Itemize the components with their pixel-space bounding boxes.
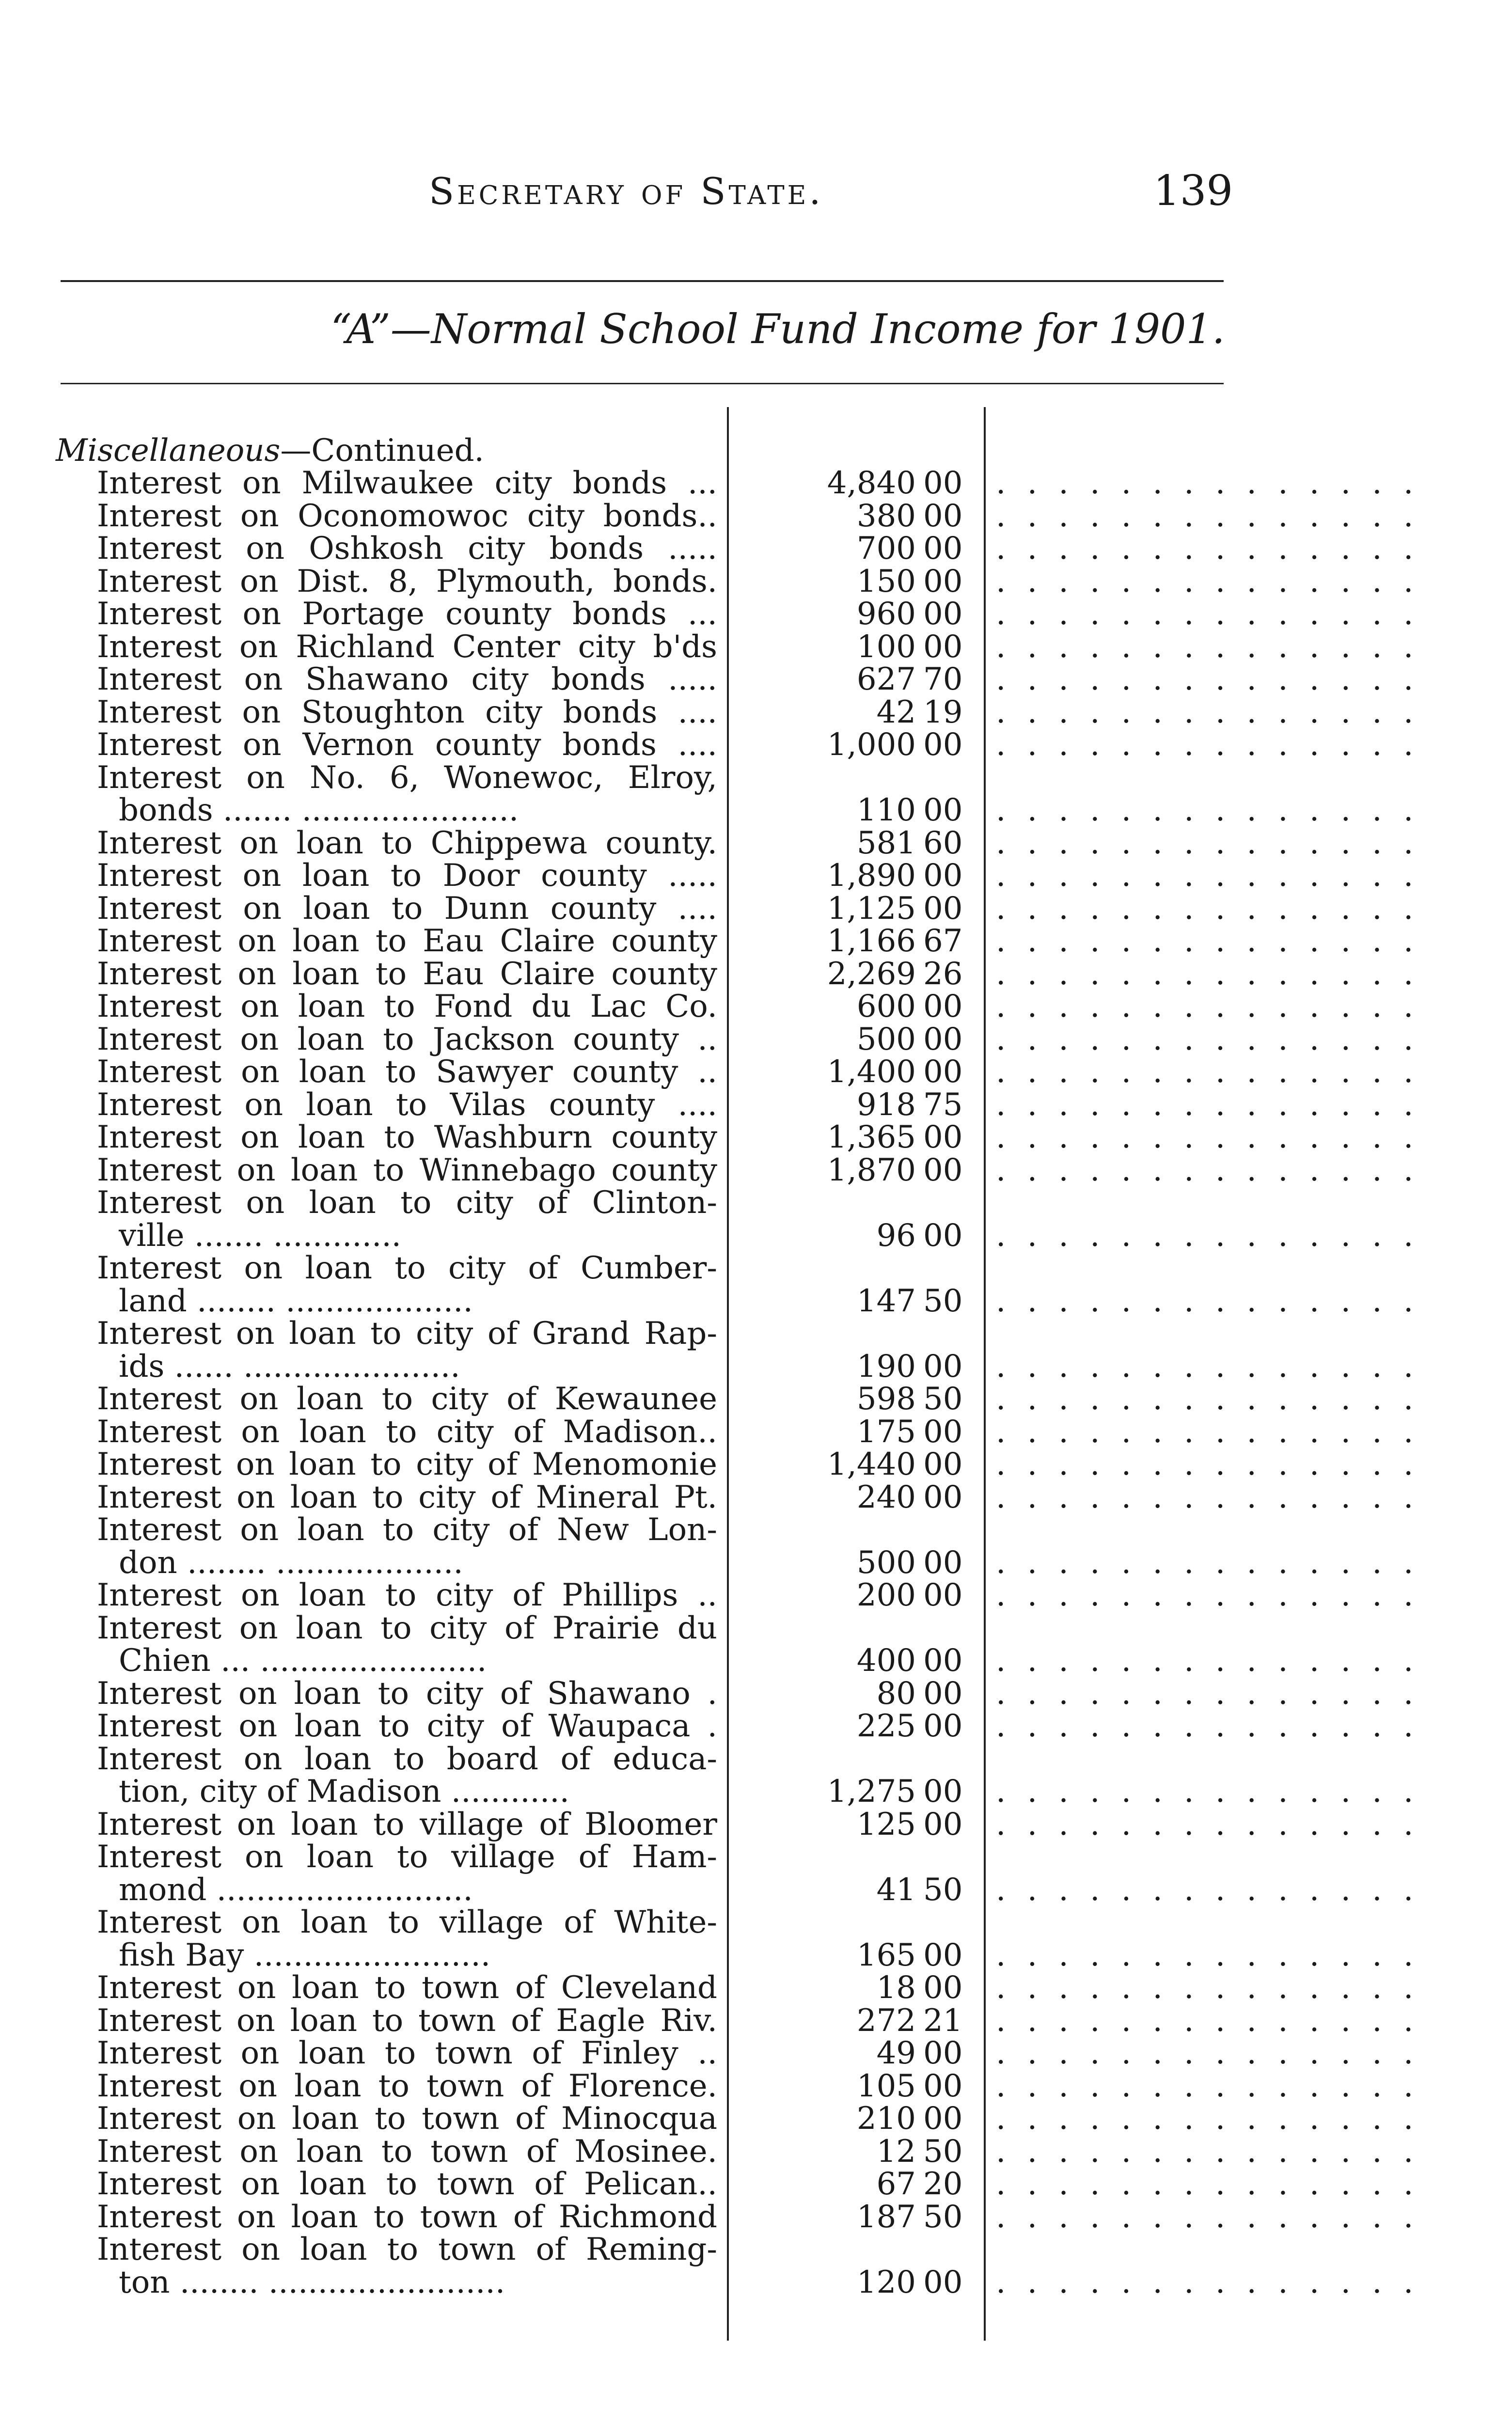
table-row	[0, 890, 1512, 927]
section-label: Miscellaneous	[56, 433, 281, 469]
table-row	[0, 1610, 1512, 1679]
table-row	[0, 1054, 1512, 1090]
amount-dollars: 225	[856, 1708, 916, 1744]
amount-cents: 21	[923, 2002, 963, 2039]
entry-description: Interest on Shawano city bonds .....	[97, 661, 717, 697]
leader-dots: . . . . . . . . . . . . . .	[996, 1544, 1419, 1581]
page-number: 139	[1153, 167, 1233, 215]
amount-dollars: 100	[856, 629, 916, 665]
amount-cents: 00	[923, 2101, 963, 2137]
entry-description-continued: ton ........ ........................	[119, 2264, 505, 2300]
table-row	[0, 956, 1512, 992]
top-rule	[61, 280, 1224, 282]
entry-description: Interest on loan to city of Grand Rap-	[97, 1316, 717, 1352]
entry-description: Interest on loan to town of Pelican..	[97, 2166, 717, 2202]
leader-dots: . . . . . . . . . . . . . .	[996, 629, 1419, 665]
entry-description: Interest on loan to town of Finley ..	[97, 2035, 717, 2071]
leader-dots: . . . . . . . . . . . . . .	[996, 1774, 1419, 1809]
entry-description: Interest on loan to town of Eagle Riv.	[97, 2002, 717, 2039]
amount-cents: 00	[923, 792, 963, 828]
table-row	[0, 1414, 1512, 1450]
entry-description: Interest on loan to Jackson county ..	[97, 1021, 717, 1057]
table-row	[0, 1250, 1512, 1319]
amount-dollars: 1,125	[827, 890, 916, 927]
table-row	[0, 1577, 1512, 1613]
amount-dollars: 400	[856, 1643, 916, 1679]
amount-dollars: 67	[876, 2166, 916, 2202]
leader-dots: . . . . . . . . . . . . . .	[996, 1414, 1419, 1450]
amount-dollars: 598	[856, 1381, 916, 1417]
running-header	[0, 167, 1512, 233]
amount-dollars: 500	[856, 1544, 916, 1581]
leader-dots: . . . . . . . . . . . . . .	[996, 2101, 1419, 2137]
amount-dollars: 165	[856, 1937, 916, 1973]
table-row	[0, 1447, 1512, 1482]
entry-description-continued: bonds ....... ......................	[119, 792, 519, 828]
amount-dollars: 500	[856, 1021, 916, 1057]
amount-cents: 00	[923, 1447, 963, 1482]
leader-dots: . . . . . . . . . . . . . .	[996, 1675, 1419, 1712]
entry-description: Interest on loan to city of Prairie du	[97, 1610, 717, 1646]
leader-dots: . . . . . . . . . . . . . .	[996, 465, 1419, 501]
amount-dollars: 1,275	[827, 1774, 916, 1809]
table-row	[0, 727, 1512, 763]
amount-cents: 00	[923, 1774, 963, 1809]
leader-dots: . . . . . . . . . . . . . .	[996, 1152, 1419, 1188]
amount-dollars: 12	[876, 2133, 916, 2170]
amount-cents: 00	[923, 629, 963, 665]
amount-cents: 75	[923, 1086, 963, 1123]
table-row	[0, 1021, 1512, 1057]
leader-dots: . . . . . . . . . . . . . .	[996, 1577, 1419, 1613]
entry-description: Interest on loan to town of Mosinee.	[97, 2133, 717, 2170]
entry-description: Interest on Richland Center city b'ds	[97, 629, 717, 665]
leader-dots: . . . . . . . . . . . . . .	[996, 1021, 1419, 1057]
entry-description: Interest on loan to city of Menomonie	[97, 1447, 717, 1482]
leader-dots: . . . . . . . . . . . . . .	[996, 1872, 1419, 1908]
leader-dots: . . . . . . . . . . . . . .	[996, 1381, 1419, 1417]
amount-cents: 00	[923, 1643, 963, 1679]
entry-description: Interest on loan to city of Waupaca .	[97, 1708, 717, 1744]
table-row	[0, 2133, 1512, 2170]
leader-dots: . . . . . . . . . . . . . .	[996, 1708, 1419, 1744]
entry-description: Interest on loan to village of Ham-	[97, 1839, 717, 1875]
leader-dots: . . . . . . . . . . . . . .	[996, 1643, 1419, 1679]
table-row	[0, 629, 1512, 665]
leader-dots: . . . . . . . . . . . . . .	[996, 1119, 1419, 1155]
table-row	[0, 1904, 1512, 1973]
table-row	[0, 1675, 1512, 1712]
table-row	[0, 2035, 1512, 2071]
table-row	[0, 759, 1512, 828]
leader-dots: . . . . . . . . . . . . . .	[996, 2035, 1419, 2071]
entry-description: Interest on loan to Washburn county	[97, 1119, 717, 1155]
amount-cents: 00	[923, 1577, 963, 1613]
leader-dots: . . . . . . . . . . . . . .	[996, 2166, 1419, 2202]
entry-description-continued: Chien ... .......................	[119, 1643, 487, 1679]
amount-cents: 00	[923, 1708, 963, 1744]
amount-dollars: 1,870	[827, 1152, 916, 1188]
amount-cents: 00	[923, 2068, 963, 2104]
table-row	[0, 1807, 1512, 1840]
table-row	[0, 2199, 1512, 2235]
amount-dollars: 918	[856, 1086, 916, 1123]
amount-dollars: 105	[856, 2068, 916, 2104]
leader-dots: . . . . . . . . . . . . . .	[996, 1447, 1419, 1482]
entry-description: Interest on loan to village of Bloomer	[97, 1806, 717, 1842]
amount-cents: 00	[923, 727, 963, 763]
amount-dollars: 41	[876, 1872, 916, 1908]
amount-dollars: 190	[856, 1348, 916, 1385]
amount-cents: 00	[923, 1970, 963, 2006]
amount-dollars: 1,400	[827, 1054, 916, 1090]
amount-cents: 00	[923, 1806, 963, 1842]
amount-cents: 20	[923, 2166, 963, 2202]
entry-description: Interest on loan to Chippewa county.	[97, 825, 717, 861]
entry-description: Interest on Milwaukee city bonds ...	[97, 465, 717, 501]
entry-description-continued: don ........ ...................	[119, 1544, 463, 1581]
leader-dots: . . . . . . . . . . . . . .	[996, 2002, 1419, 2039]
amount-cents: 00	[923, 465, 963, 501]
amount-dollars: 80	[876, 1675, 916, 1712]
amount-dollars: 2,269	[827, 956, 916, 992]
entry-description: Interest on loan to city of Madison..	[97, 1414, 717, 1450]
entry-description-continued: ids ...... ......................	[119, 1348, 460, 1385]
amount-cents: 00	[923, 596, 963, 632]
table-row	[0, 1119, 1512, 1155]
table-row	[0, 596, 1512, 632]
leader-dots: . . . . . . . . . . . . . .	[996, 1479, 1419, 1515]
table-row	[0, 825, 1512, 861]
amount-cents: 00	[923, 1119, 963, 1155]
leader-dots: . . . . . . . . . . . . . .	[996, 1970, 1419, 2006]
amount-cents: 00	[923, 1054, 963, 1090]
amount-cents: 50	[923, 2199, 963, 2235]
amount-cents: 00	[923, 2264, 963, 2300]
amount-cents: 00	[923, 890, 963, 927]
table-row	[0, 1316, 1512, 1385]
entry-description: Interest on loan to Eau Claire county	[97, 956, 717, 992]
table-row	[0, 858, 1512, 894]
amount-cents: 26	[923, 956, 963, 992]
table-row	[0, 1479, 1512, 1515]
amount-dollars: 1,440	[827, 1447, 916, 1482]
entry-description-continued: fish Bay ........................	[119, 1937, 491, 1973]
entry-description: Interest on No. 6, Wonewoc, Elroy,	[97, 759, 717, 796]
entry-description-continued: tion, city of Madison ............	[119, 1774, 569, 1809]
entry-description-continued: ville ....... .............	[119, 1217, 401, 1254]
leader-dots: . . . . . . . . . . . . . .	[996, 2199, 1419, 2235]
amount-dollars: 187	[856, 2199, 916, 2235]
entry-description: Interest on loan to Eau Claire county	[97, 923, 717, 959]
amount-dollars: 1,166	[827, 923, 916, 959]
entry-description: Interest on loan to board of educa-	[97, 1741, 717, 1777]
amount-dollars: 1,365	[827, 1119, 916, 1155]
leader-dots: . . . . . . . . . . . . . .	[996, 890, 1419, 927]
table-row	[0, 694, 1512, 730]
entry-description: Interest on loan to Dunn county ....	[97, 890, 717, 927]
entry-description: Interest on loan to town of Richmond	[97, 2199, 717, 2235]
amount-cents: 00	[923, 563, 963, 599]
amount-cents: 00	[923, 1479, 963, 1515]
amount-dollars: 240	[856, 1479, 916, 1515]
entry-description: Interest on loan to village of White-	[97, 1904, 717, 1940]
entry-description-continued: land ........ ...................	[119, 1283, 473, 1319]
table-row	[0, 2232, 1512, 2300]
amount-cents: 50	[923, 1283, 963, 1319]
amount-cents: 70	[923, 661, 963, 697]
amount-dollars: 627	[856, 661, 916, 697]
leader-dots: . . . . . . . . . . . . . .	[996, 2068, 1419, 2104]
entry-description: Interest on Portage county bonds ...	[97, 596, 717, 632]
amount-cents: 00	[923, 531, 963, 566]
table-row	[0, 923, 1512, 959]
amount-dollars: 120	[856, 2264, 916, 2300]
table-row	[0, 989, 1512, 1022]
amount-dollars: 42	[876, 694, 916, 730]
amount-cents: 00	[923, 1544, 963, 1581]
entry-description: Interest on loan to city of Cumber-	[97, 1250, 717, 1286]
amount-dollars: 272	[856, 2002, 916, 2039]
entry-description: Interest on Oconomowoc city bonds..	[97, 498, 717, 534]
leader-dots: . . . . . . . . . . . . . .	[996, 2133, 1419, 2170]
section-heading	[56, 433, 484, 469]
amount-dollars: 581	[856, 825, 916, 861]
amount-dollars: 125	[856, 1806, 916, 1842]
amount-dollars: 96	[876, 1217, 916, 1254]
amount-dollars: 150	[856, 563, 916, 599]
amount-dollars: 110	[856, 792, 916, 828]
leader-dots: . . . . . . . . . . . . . .	[996, 792, 1419, 828]
leader-dots: . . . . . . . . . . . . . .	[996, 596, 1419, 632]
entry-description: Interest on loan to city of Phillips ..	[97, 1577, 717, 1613]
amount-cents: 00	[923, 1152, 963, 1188]
table-row	[0, 1708, 1512, 1744]
leader-dots: . . . . . . . . . . . . . .	[996, 1086, 1419, 1123]
amount-cents: 60	[923, 825, 963, 861]
leader-dots: . . . . . . . . . . . . . .	[996, 694, 1419, 730]
amount-cents: 50	[923, 1872, 963, 1908]
amount-dollars: 4,840	[827, 465, 916, 501]
leader-dots: . . . . . . . . . . . . . .	[996, 563, 1419, 599]
amount-cents: 19	[923, 694, 963, 730]
entry-description: Interest on loan to town of Reming-	[97, 2232, 717, 2267]
amount-dollars: 1,890	[827, 858, 916, 894]
table-row	[0, 1185, 1512, 1254]
entry-description: Interest on Vernon county bonds ....	[97, 727, 717, 763]
table-row	[0, 2002, 1512, 2039]
table-title: “A”—Normal School Fund Income for 1901.	[331, 305, 1225, 353]
amount-dollars: 380	[856, 498, 916, 534]
amount-dollars: 700	[856, 531, 916, 566]
amount-dollars: 147	[856, 1283, 916, 1319]
table-row	[0, 2068, 1512, 2104]
amount-dollars: 49	[876, 2035, 916, 2071]
amount-dollars: 210	[856, 2101, 916, 2137]
amount-cents: 67	[923, 923, 963, 959]
amount-cents: 00	[923, 1937, 963, 1973]
amount-cents: 50	[923, 2133, 963, 2170]
entry-description: Interest on loan to city of Kewaunee	[97, 1381, 717, 1417]
amount-dollars: 200	[856, 1577, 916, 1613]
entry-description: Interest on loan to Fond du Lac Co.	[97, 989, 717, 1024]
amount-dollars: 18	[876, 1970, 916, 2006]
amount-cents: 50	[923, 1381, 963, 1417]
table-row	[0, 1512, 1512, 1581]
leader-dots: . . . . . . . . . . . . . .	[996, 531, 1419, 566]
amount-cents: 00	[923, 2035, 963, 2071]
leader-dots: . . . . . . . . . . . . . .	[996, 1806, 1419, 1842]
amount-dollars: 1,000	[827, 727, 916, 763]
leader-dots: . . . . . . . . . . . . . .	[996, 956, 1419, 992]
leader-dots: . . . . . . . . . . . . . .	[996, 661, 1419, 697]
amount-dollars: 175	[856, 1414, 916, 1450]
entry-description: Interest on loan to city of Shawano .	[97, 1675, 717, 1712]
entry-description: Interest on Stoughton city bonds ....	[97, 694, 717, 730]
table-row	[0, 1152, 1512, 1188]
table-row	[0, 1839, 1512, 1908]
entry-description: Interest on loan to Winnebago county	[97, 1152, 717, 1188]
leader-dots: . . . . . . . . . . . . . .	[996, 727, 1419, 763]
entry-description: Interest on Oshkosh city bonds .....	[97, 531, 717, 566]
amount-cents: 00	[923, 1348, 963, 1385]
entry-description: Interest on loan to Door county .....	[97, 858, 717, 894]
amount-cents: 00	[923, 1414, 963, 1450]
entry-description: Interest on loan to Vilas county ....	[97, 1086, 717, 1123]
table-row	[0, 1741, 1512, 1807]
amount-cents: 00	[923, 1021, 963, 1057]
leader-dots: . . . . . . . . . . . . . .	[996, 923, 1419, 959]
leader-dots: . . . . . . . . . . . . . .	[996, 825, 1419, 861]
table-row	[0, 1381, 1512, 1417]
title-rule	[61, 383, 1224, 384]
amount-dollars: 600	[856, 989, 916, 1024]
leader-dots: . . . . . . . . . . . . . .	[996, 1348, 1419, 1385]
table-row	[0, 564, 1512, 597]
amount-cents: 00	[923, 989, 963, 1024]
running-title: Secretary of State.	[429, 170, 824, 213]
entry-description: Interest on loan to town of Minocqua	[97, 2101, 717, 2137]
section-suffix: —Continued.	[280, 433, 484, 469]
table-row	[0, 531, 1512, 564]
entry-description: Interest on loan to town of Cleveland	[97, 1970, 717, 2006]
amount-cents: 00	[923, 1675, 963, 1712]
table-row	[0, 2166, 1512, 2202]
leader-dots: . . . . . . . . . . . . . .	[996, 989, 1419, 1024]
amount-cents: 00	[923, 1217, 963, 1254]
table-row	[0, 498, 1512, 534]
table-row	[0, 1970, 1512, 2006]
leader-dots: . . . . . . . . . . . . . .	[996, 1937, 1419, 1973]
table-row	[0, 1086, 1512, 1123]
amount-cents: 00	[923, 858, 963, 894]
leader-dots: . . . . . . . . . . . . . .	[996, 858, 1419, 894]
entry-description: Interest on loan to city of Mineral Pt.	[97, 1479, 717, 1515]
leader-dots: . . . . . . . . . . . . . .	[996, 1283, 1419, 1319]
entry-description: Interest on loan to city of Clinton-	[97, 1185, 717, 1221]
amount-cents: 00	[923, 498, 963, 534]
entry-description: Interest on loan to city of New Lon-	[97, 1512, 717, 1548]
table-row	[0, 2101, 1512, 2137]
entry-description-continued: mond ..........................	[119, 1872, 473, 1908]
leader-dots: . . . . . . . . . . . . . .	[996, 498, 1419, 534]
table-row	[0, 465, 1512, 501]
entry-description: Interest on Dist. 8, Plymouth, bonds.	[97, 563, 717, 599]
leader-dots: . . . . . . . . . . . . . .	[996, 2264, 1419, 2300]
leader-dots: . . . . . . . . . . . . . .	[996, 1054, 1419, 1090]
amount-dollars: 960	[856, 596, 916, 632]
table-row	[0, 661, 1512, 697]
entry-description: Interest on loan to Sawyer county ..	[97, 1054, 717, 1090]
entry-description: Interest on loan to town of Florence.	[97, 2068, 717, 2104]
leader-dots: . . . . . . . . . . . . . .	[996, 1217, 1419, 1254]
